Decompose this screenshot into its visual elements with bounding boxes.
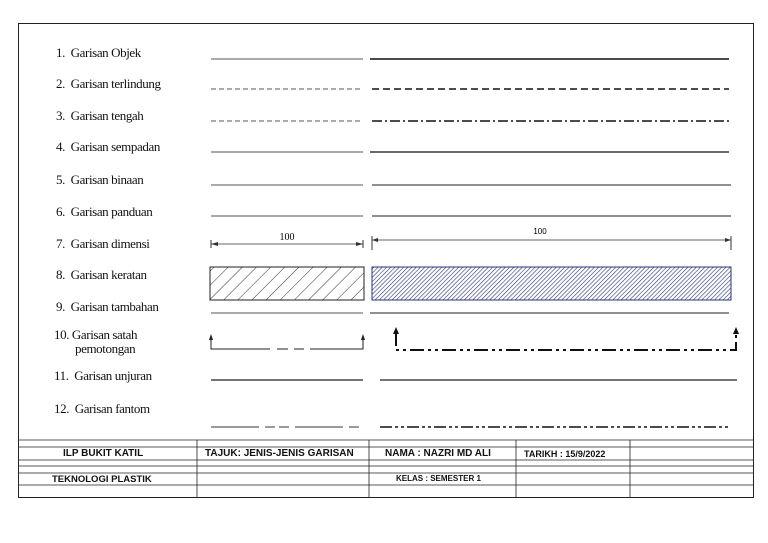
line-number: 8.: [56, 267, 65, 282]
line-name: Garisan fantom: [74, 401, 150, 416]
dimension-value-right: 100: [533, 227, 547, 236]
line-name: Garisan dimensi: [70, 236, 150, 251]
line-number: 11.: [54, 368, 69, 383]
drawing-title: TAJUK: JENIS-JENIS GARISAN: [205, 448, 354, 459]
section-hatch-sample: [210, 267, 364, 300]
line-number: 2.: [56, 76, 65, 91]
line-number: 7.: [56, 236, 65, 251]
drawing-date: TARIKH : 15/9/2022: [524, 449, 606, 459]
line-name: Garisan Objek: [70, 45, 141, 60]
course-name: TEKNOLOGI PLASTIK: [52, 474, 152, 485]
line-number: 3.: [56, 108, 65, 123]
school-name: ILP BUKIT KATIL: [63, 448, 144, 459]
line-number: 10.: [54, 327, 70, 342]
line-name: Garisan unjuran: [74, 368, 152, 383]
line-name: Garisan panduan: [70, 204, 153, 219]
line-number: 4.: [56, 139, 65, 154]
line-name: Garisan keratan: [70, 267, 147, 282]
class-name: KELAS : SEMESTER 1: [396, 474, 481, 483]
line-name: Garisan tengah: [70, 108, 144, 123]
line-number: 1.: [56, 45, 65, 60]
line-name: Garisan sempadan: [70, 139, 160, 154]
cutting-plane-line-sample: [209, 327, 739, 350]
dimension-value-left: 100: [279, 232, 295, 243]
line-number: 6.: [56, 204, 65, 219]
line-name: Garisan tambahan: [70, 299, 159, 314]
drafter-name: NAMA : NAZRI MD ALI: [385, 448, 491, 459]
line-number: 12.: [54, 401, 70, 416]
line-name: Garisan terlindung: [70, 76, 161, 91]
line-name: Garisan satah: [71, 327, 138, 342]
line-name: Garisan binaan: [70, 172, 144, 187]
line-number: 5.: [56, 172, 65, 187]
section-hatch-fine-sample: [372, 267, 731, 300]
line-number: 9.: [56, 299, 65, 314]
line-name-continued: pemotongan: [75, 341, 136, 356]
